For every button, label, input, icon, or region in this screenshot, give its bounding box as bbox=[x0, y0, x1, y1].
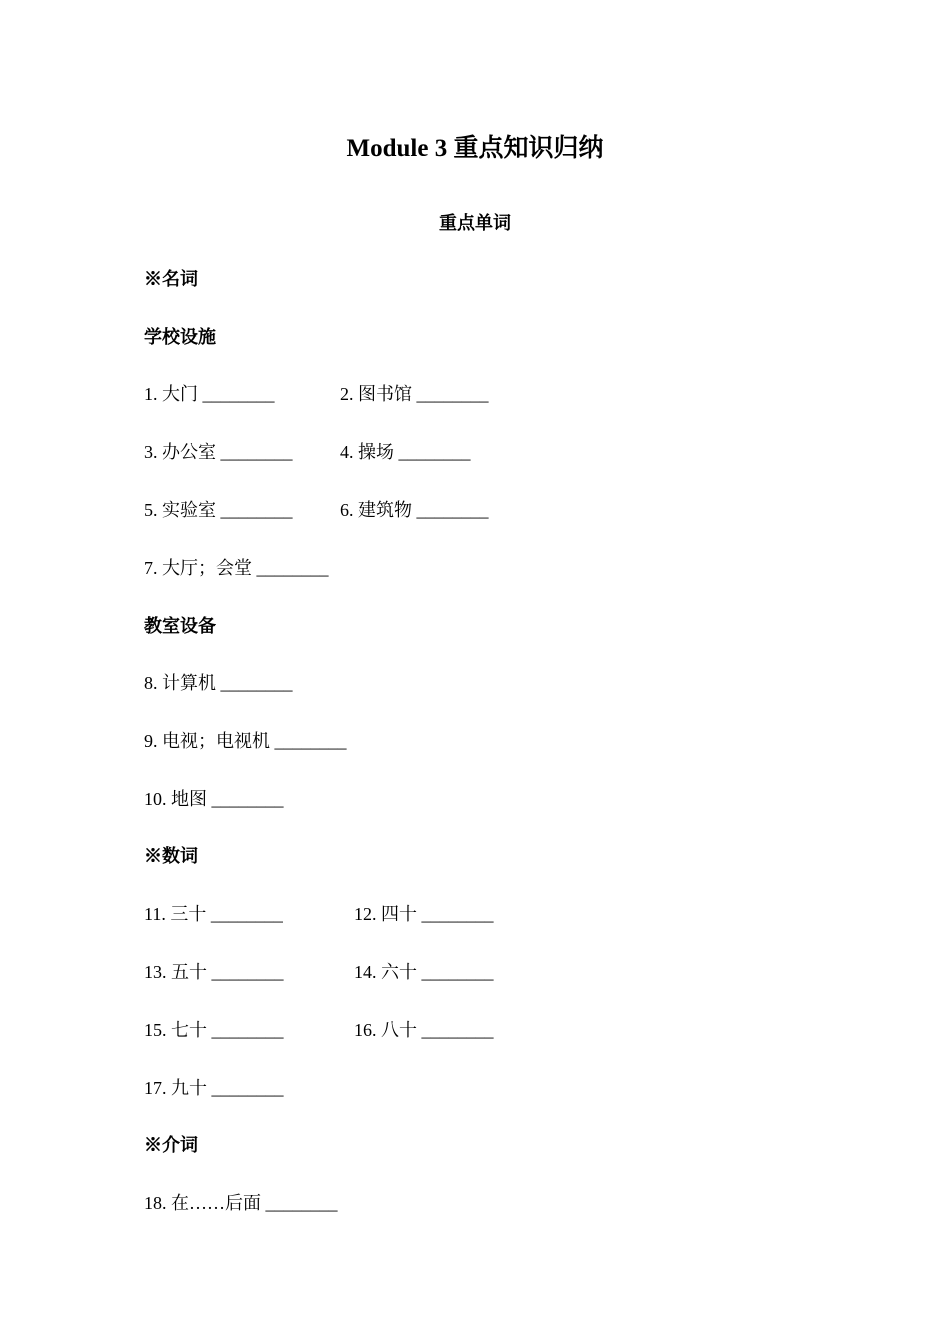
vocab-item-11: 11. 三十 ________ bbox=[144, 904, 283, 924]
heading-prepositions: ※介词 bbox=[144, 1135, 198, 1155]
vocab-item-2: 2. 图书馆 ________ bbox=[340, 384, 489, 404]
heading-numerals: ※数词 bbox=[144, 846, 198, 866]
heading-school-facilities: 学校设施 bbox=[144, 327, 216, 347]
heading-nouns: ※名词 bbox=[144, 269, 198, 289]
vocab-item-16: 16. 八十 ________ bbox=[354, 1020, 494, 1040]
vocab-item-13: 13. 五十 ________ bbox=[144, 962, 284, 982]
vocab-row bbox=[144, 1017, 494, 1043]
vocab-item-9: 9. 电视；电视机 ________ bbox=[144, 731, 347, 751]
heading-classroom-equipment: 教室设备 bbox=[144, 616, 216, 636]
vocab-item-15: 15. 七十 ________ bbox=[144, 1020, 284, 1040]
vocab-item-8: 8. 计算机 ________ bbox=[144, 673, 293, 693]
vocab-item-4: 4. 操场 ________ bbox=[340, 442, 471, 462]
vocab-row bbox=[144, 439, 471, 465]
vocab-row bbox=[144, 381, 489, 407]
page-title: Module 3 重点知识归纳 bbox=[346, 135, 604, 162]
vocab-row bbox=[144, 497, 489, 523]
vocab-item-10: 10. 地图 ________ bbox=[144, 789, 284, 809]
vocab-item-12: 12. 四十 ________ bbox=[354, 904, 494, 924]
vocab-item-18: 18. 在……后面 ________ bbox=[144, 1193, 338, 1213]
vocab-item-1: 1. 大门 ________ bbox=[144, 384, 275, 404]
vocab-item-17: 17. 九十 ________ bbox=[144, 1078, 284, 1098]
vocab-item-7: 7. 大厅；会堂 ________ bbox=[144, 558, 329, 578]
vocab-item-3: 3. 办公室 ________ bbox=[144, 442, 293, 462]
vocab-row bbox=[144, 959, 494, 985]
section-subtitle: 重点单词 bbox=[439, 213, 511, 233]
vocab-item-5: 5. 实验室 ________ bbox=[144, 500, 293, 520]
vocab-item-14: 14. 六十 ________ bbox=[354, 962, 494, 982]
vocab-item-6: 6. 建筑物 ________ bbox=[340, 500, 489, 520]
vocab-row bbox=[144, 901, 494, 927]
